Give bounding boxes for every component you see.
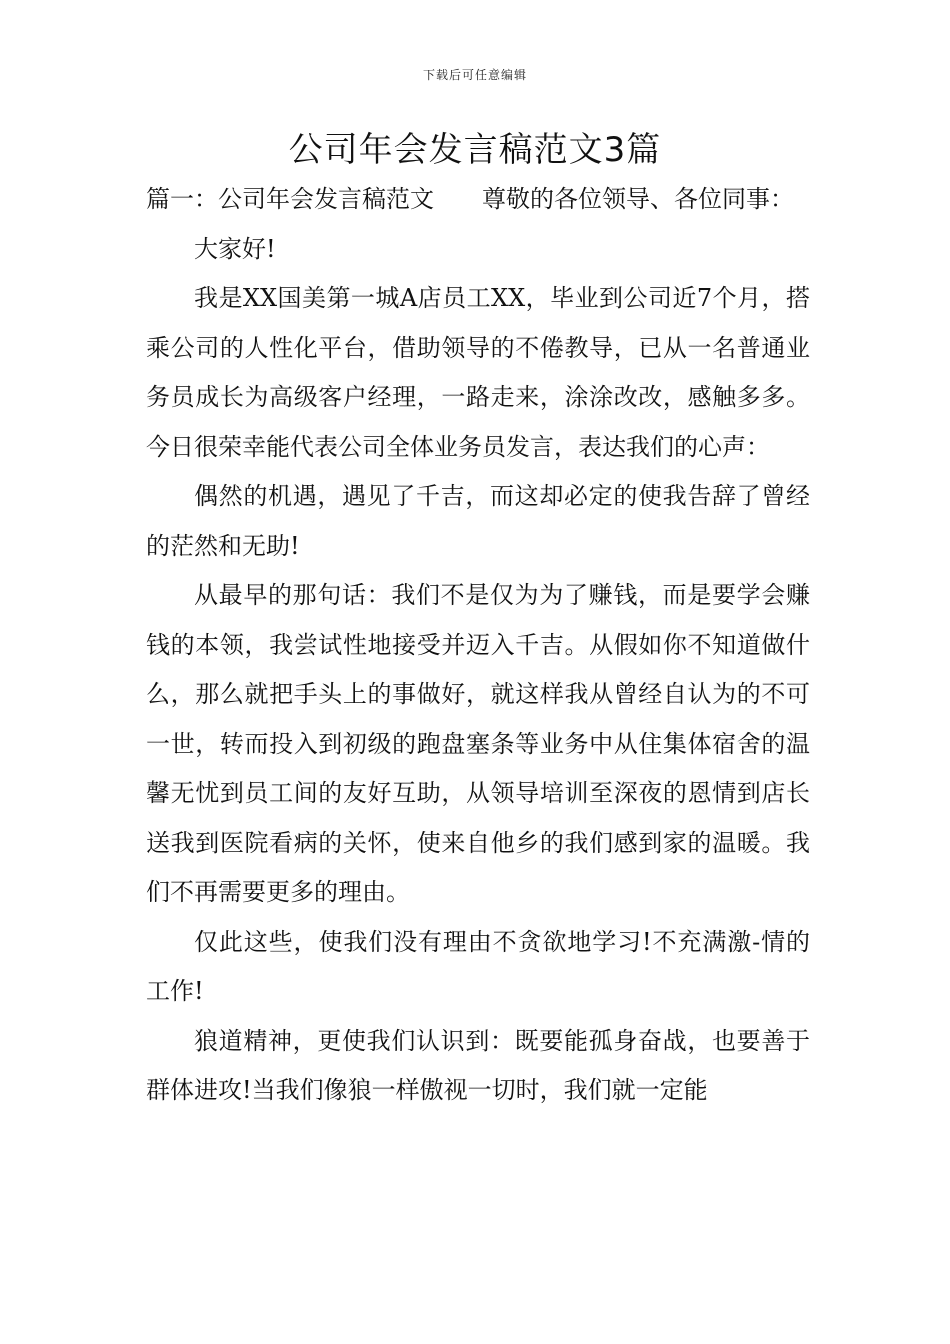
paragraph: 仅此这些，使我们没有理由不贪欲地学习!不充满激-情的工作! bbox=[146, 927, 810, 1005]
document-body bbox=[146, 175, 810, 1116]
header-note: 下载后可任意编辑 bbox=[422, 68, 527, 82]
section-heading-line bbox=[146, 175, 810, 225]
paragraph: 我是XX国美第一城A店员工XX，毕业到公司近7个月，搭乘公司的人性化平台，借助领导的不倦教导，已从一名普通业务员成长为高级客户经理，一路走来，涂涂改改，感触多多。今日很荣幸能代表公司全体业务员发言，表达我们的心声： bbox=[146, 284, 810, 461]
paragraph: 狼道精神，更使我们认识到：既要能孤身奋战，也要善于群体进攻!当我们像狼一样傲视一切时，我们就一定能 bbox=[146, 1026, 810, 1104]
section-heading: 篇一：公司年会发言稿范文 bbox=[146, 185, 434, 213]
document-title: 公司年会发言稿范文3篇 bbox=[288, 130, 662, 170]
paragraph: 从最早的那句话：我们不是仅为为了赚钱，而是要学会赚钱的本领，我尝试性地接受并迈入千吉。从假如你不知道做什么，那么就把手头上的事做好，就这样我从曾经自认为的不可一世，转而投入到初级的跑盘塞条等业务中从住集体宿舍的温馨无忧到员工间的友好互助，从领导培训至深夜的恩情到店长送我到医院看病的关怀，使来自他乡的我们感到家的温暖。我们不再需要更多的理由。 bbox=[146, 581, 810, 906]
paragraph: 偶然的机遇，遇见了千吉，而这却必定的使我告辞了曾经的茫然和无助! bbox=[146, 482, 810, 560]
paragraph: 大家好! bbox=[194, 234, 276, 263]
salutation: 尊敬的各位领导、各位同事： bbox=[482, 185, 794, 213]
